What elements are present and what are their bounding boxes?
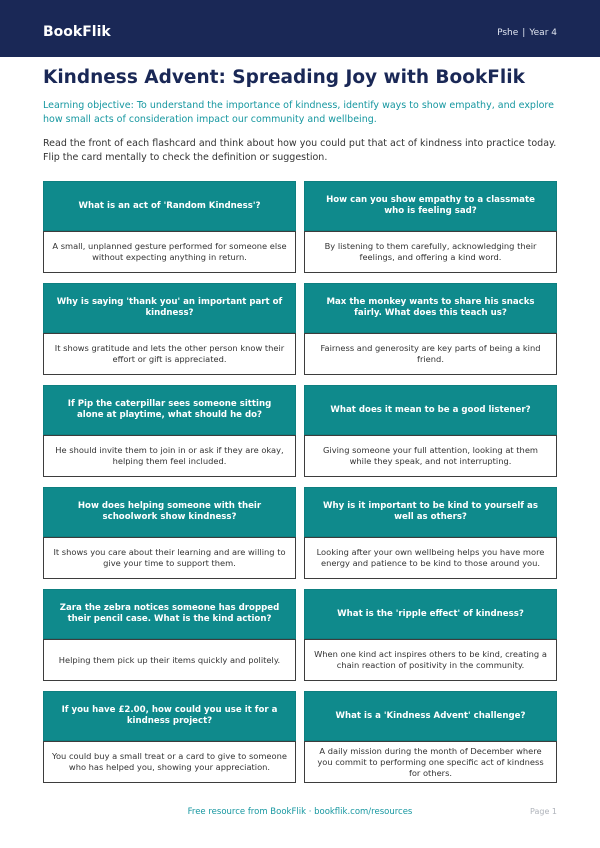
flashcard-back: Looking after your own wellbeing helps you have more energy and patience to be kind to those around you.	[304, 537, 557, 579]
footer-resource-link[interactable]: Free resource from BookFlik · bookflik.com/resources	[187, 807, 413, 817]
meta-separator: |	[522, 28, 526, 38]
flashcard-back: It shows you care about their learning and are willing to give your time to support them.	[43, 537, 296, 579]
flashcard-grid	[43, 181, 557, 783]
flashcard	[304, 691, 557, 783]
flashcard	[43, 283, 296, 375]
flashcard	[43, 385, 296, 477]
flashcard-back: He should invite them to join in or ask if they are okay, helping them feel included.	[43, 435, 296, 477]
flashcard-front: If you have £2.00, how could you use it for a kindness project?	[43, 691, 296, 741]
page-title: Kindness Advent: Spreading Joy with BookFlik	[43, 67, 525, 88]
brand-logo: BookFlik	[43, 24, 111, 40]
page-number: Page 1	[530, 807, 557, 816]
learning-objective: Learning objective: To understand the importance of kindness, identify ways to show empathy, and explore how small acts of consideration impact our community and wellbeing.	[43, 100, 554, 125]
flashcard-back: When one kind act inspires others to be kind, creating a chain reaction of positivity in the community.	[304, 639, 557, 681]
year-label: Year 4	[529, 28, 557, 38]
flashcard-front: Why is saying 'thank you' an important part of kindness?	[43, 283, 296, 333]
flashcard	[43, 589, 296, 681]
flashcard-back: Giving someone your full attention, looking at them while they speak, and not interrupting.	[304, 435, 557, 477]
flashcard-front: What is the 'ripple effect' of kindness?	[304, 589, 557, 639]
header-bar	[0, 0, 600, 57]
flashcard-front: If Pip the caterpillar sees someone sitting alone at playtime, what should he do?	[43, 385, 296, 435]
flashcard-front: How can you show empathy to a classmate who is feeling sad?	[304, 181, 557, 231]
flashcard-front: Zara the zebra notices someone has dropped their pencil case. What is the kind action?	[43, 589, 296, 639]
flashcard-front: What does it mean to be a good listener?	[304, 385, 557, 435]
flashcard	[304, 385, 557, 477]
header-meta	[497, 27, 557, 39]
flashcard	[304, 181, 557, 273]
flashcard-back: Helping them pick up their items quickly and politely.	[43, 639, 296, 681]
flashcard	[304, 487, 557, 579]
flashcard-back: A daily mission during the month of December where you commit to performing one specific act of kindness for others.	[304, 741, 557, 783]
instructions: Read the front of each flashcard and think about how you could put that act of kindness into practice today. Flip the card mentally to check the definition or suggestion.	[43, 138, 557, 163]
flashcard	[304, 589, 557, 681]
flashcard-back: Fairness and generosity are key parts of being a kind friend.	[304, 333, 557, 375]
subject-label: Pshe	[497, 28, 519, 38]
flashcard-front: What is an act of 'Random Kindness'?	[43, 181, 296, 231]
flashcard-back: You could buy a small treat or a card to give to someone who has helped you, showing your appreciation.	[43, 741, 296, 783]
flashcard-back: A small, unplanned gesture performed for someone else without expecting anything in return.	[43, 231, 296, 273]
flashcard	[43, 181, 296, 273]
flashcard-back: It shows gratitude and lets the other person know their effort or gift is appreciated.	[43, 333, 296, 375]
flashcard-front: Max the monkey wants to share his snacks fairly. What does this teach us?	[304, 283, 557, 333]
flashcard	[304, 283, 557, 375]
flashcard-back: By listening to them carefully, acknowledging their feelings, and offering a kind word.	[304, 231, 557, 273]
flashcard-front: How does helping someone with their schoolwork show kindness?	[43, 487, 296, 537]
flashcard-front: What is a 'Kindness Advent' challenge?	[304, 691, 557, 741]
flashcard-front: Why is it important to be kind to yourself as well as others?	[304, 487, 557, 537]
flashcard	[43, 487, 296, 579]
flashcard	[43, 691, 296, 783]
